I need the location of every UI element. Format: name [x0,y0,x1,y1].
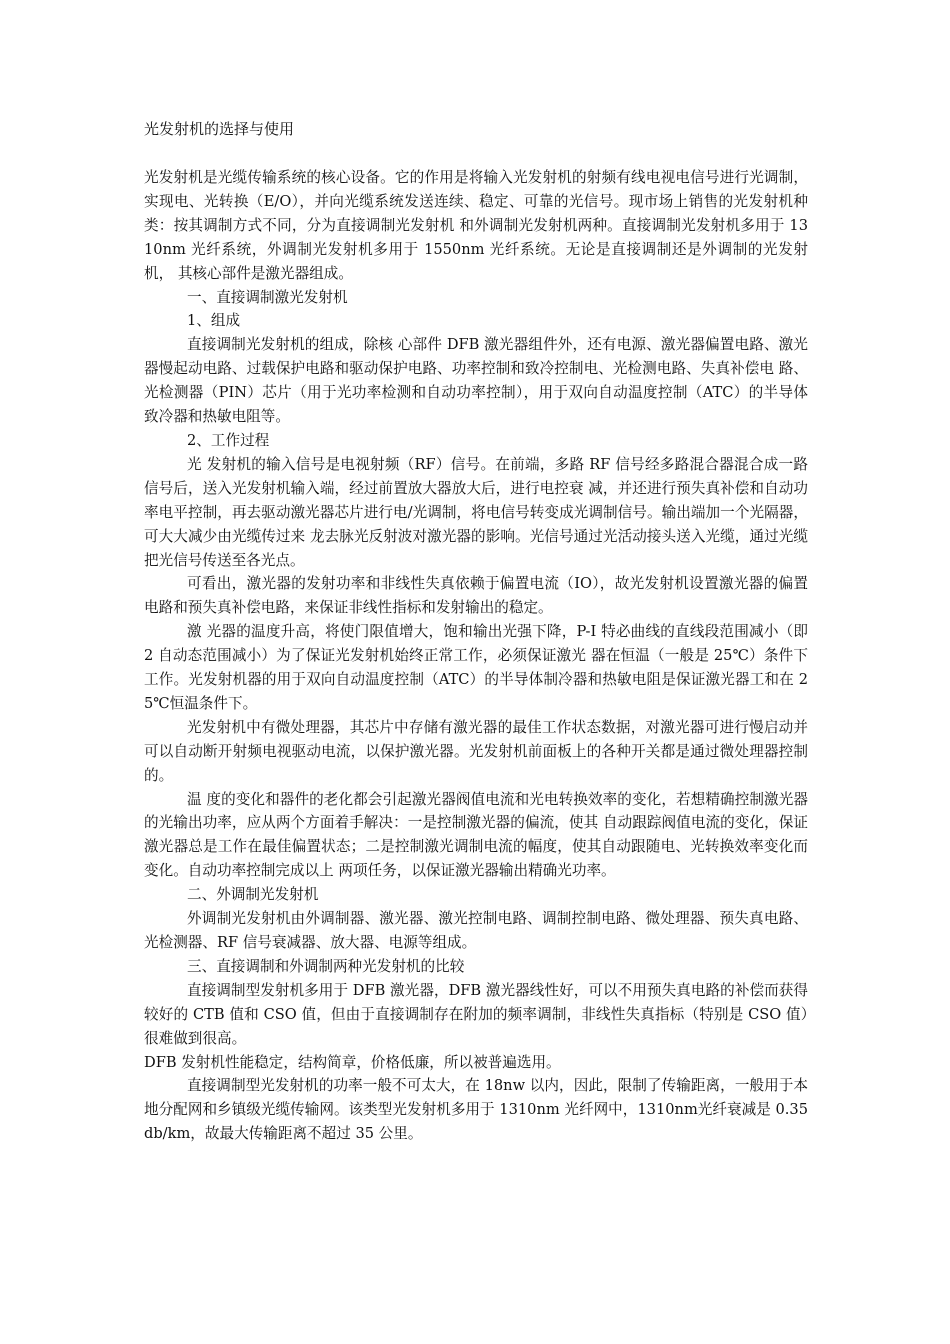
paragraph: 一、直接调制激光发射机 [187,288,348,306]
paragraph: 直接调制型发射机多用于 DFB 激光器，DFB 激光器线性好，可以不用预失真电路的补偿而获得较好的 CTB 值和 CSO 值，但由于直接调制存在附加的频率调制，非线性失真指标（特别是 CSO 值）很难做到很高。 [144,981,808,1047]
document-title: 光发射机的选择与使用 [144,120,295,138]
document-body [144,166,808,1146]
paragraph: 直接调制型光发射机的功率一般不可太大，在 18nw 以内，因此，限制了传输距离，一般用于本地分配网和乡镇级光缆传输网。该类型光发射机多用于 1310nm 光纤网中，1310nm光纤衰减是 0.35db/km，故最大传输距离不超过 35 公里。 [144,1077,808,1143]
paragraph: 可看出，激光器的发射功率和非线性失真依赖于偏置电流（IO），故光发射机设置激光器的偏置电路和预失真补偿电路，来保证非线性指标和发射输出的稳定。 [144,575,808,617]
paragraph: 1、组成 [187,312,241,330]
paragraph: 二、外调制光发射机 [187,886,319,904]
document-page [144,118,808,1146]
paragraph: 三、直接调制和外调制两种光发射机的比较 [187,957,465,975]
paragraph: 光 发射机的输入信号是电视射频（RF）信号。在前端，多路 RF 信号经多路混合器混合成一路信号后，送入光发射机输入端，经过前置放大器放大后，进行电控衰 减，并还进行预失真补偿和自动功率电平控制，再去驱动激光器芯片进行电/光调制，将电信号转变成光调制信号。输出端加一个光隔器，可大大减少由光缆传过来 龙去脉光反射波对激光器的影响。光信号通过光活动接头送入光缆，通过光缆把光信号传送至各光点。 [144,455,808,569]
title-spacer [144,140,808,166]
paragraph: DFB 发射机性能稳定，结构简章，价格低廉，所以被普遍选用。 [144,1053,561,1071]
paragraph: 直接调制光发射机的组成，除核 心部件 DFB 激光器组件外，还有电源、激光器偏置电路、激光器慢起动电路、过载保护电路和驱动保护电路、功率控制和致冷控制电、光检测电路、失真补偿电 路、光检测器（PIN）芯片（用于光功率检测和自动功率控制），用于双向自动温度控制（ATC）的半导体致冷器和热敏电阻等。 [144,336,808,426]
paragraph: 外调制光发射机由外调制器、激光器、激光控制电路、调制控制电路、微处理器、预失真电路、光检测器、RF 信号衰减器、放大器、电源等组成。 [144,910,808,951]
paragraph: 光发射机中有微处理器，其芯片中存储有激光器的最佳工作状态数据，对激光器可进行慢启动并可以自动断开射频电视驱动电流，以保护激光器。光发射机前面板上的各种开关都是通过微处理器控制的。 [144,718,808,784]
paragraph: 2、工作过程 [187,431,270,449]
paragraph: 光发射机是光缆传输系统的核心设备。它的作用是将输入光发射机的射频有线电视电信号进行光调制，实现电、光转换（E/O），并向光缆系统发送连续、稳定、可靠的光信号。现市场上销售的光发射机种类：按其调制方式不同，分为直接调制光发射机 和外调制光发射机两种。直接调制光发射机多用于 1310nm 光纤系统，外调制光发射机多用于 1550nm 光纤系统。无论是直接调制还是外调制的光发射机， 其核心部件是激光器组成。 [144,169,808,282]
paragraph: 温 度的变化和器件的老化都会引起激光器阀值电流和光电转换效率的变化，若想精确控制激光器的光输出功率，应从两个方面着手解决：一是控制激光器的偏流，使其 自动跟踪阀值电流的变化，保证激光器总是工作在最佳偏置状态；二是控制激光调制电流的幅度，使其自动跟随电、光转换效率变化而变化。自动功率控制完成以上 两项任务，以保证激光器输出精确光功率。 [144,790,808,880]
paragraph: 激 光器的温度升高，将使门限值增大，饱和输出光强下降，P-I 特必曲线的直线段范围减小（即 2 自动态范围减小）为了保证光发射机始终正常工作，必须保证激光 器在恒温（一般是 25℃）条件下工作。光发射机器的用于双向自动温度控制（ATC）的半导体制冷器和热敏电阻是保证激光器工和在 25℃恒温条件下。 [144,623,808,712]
